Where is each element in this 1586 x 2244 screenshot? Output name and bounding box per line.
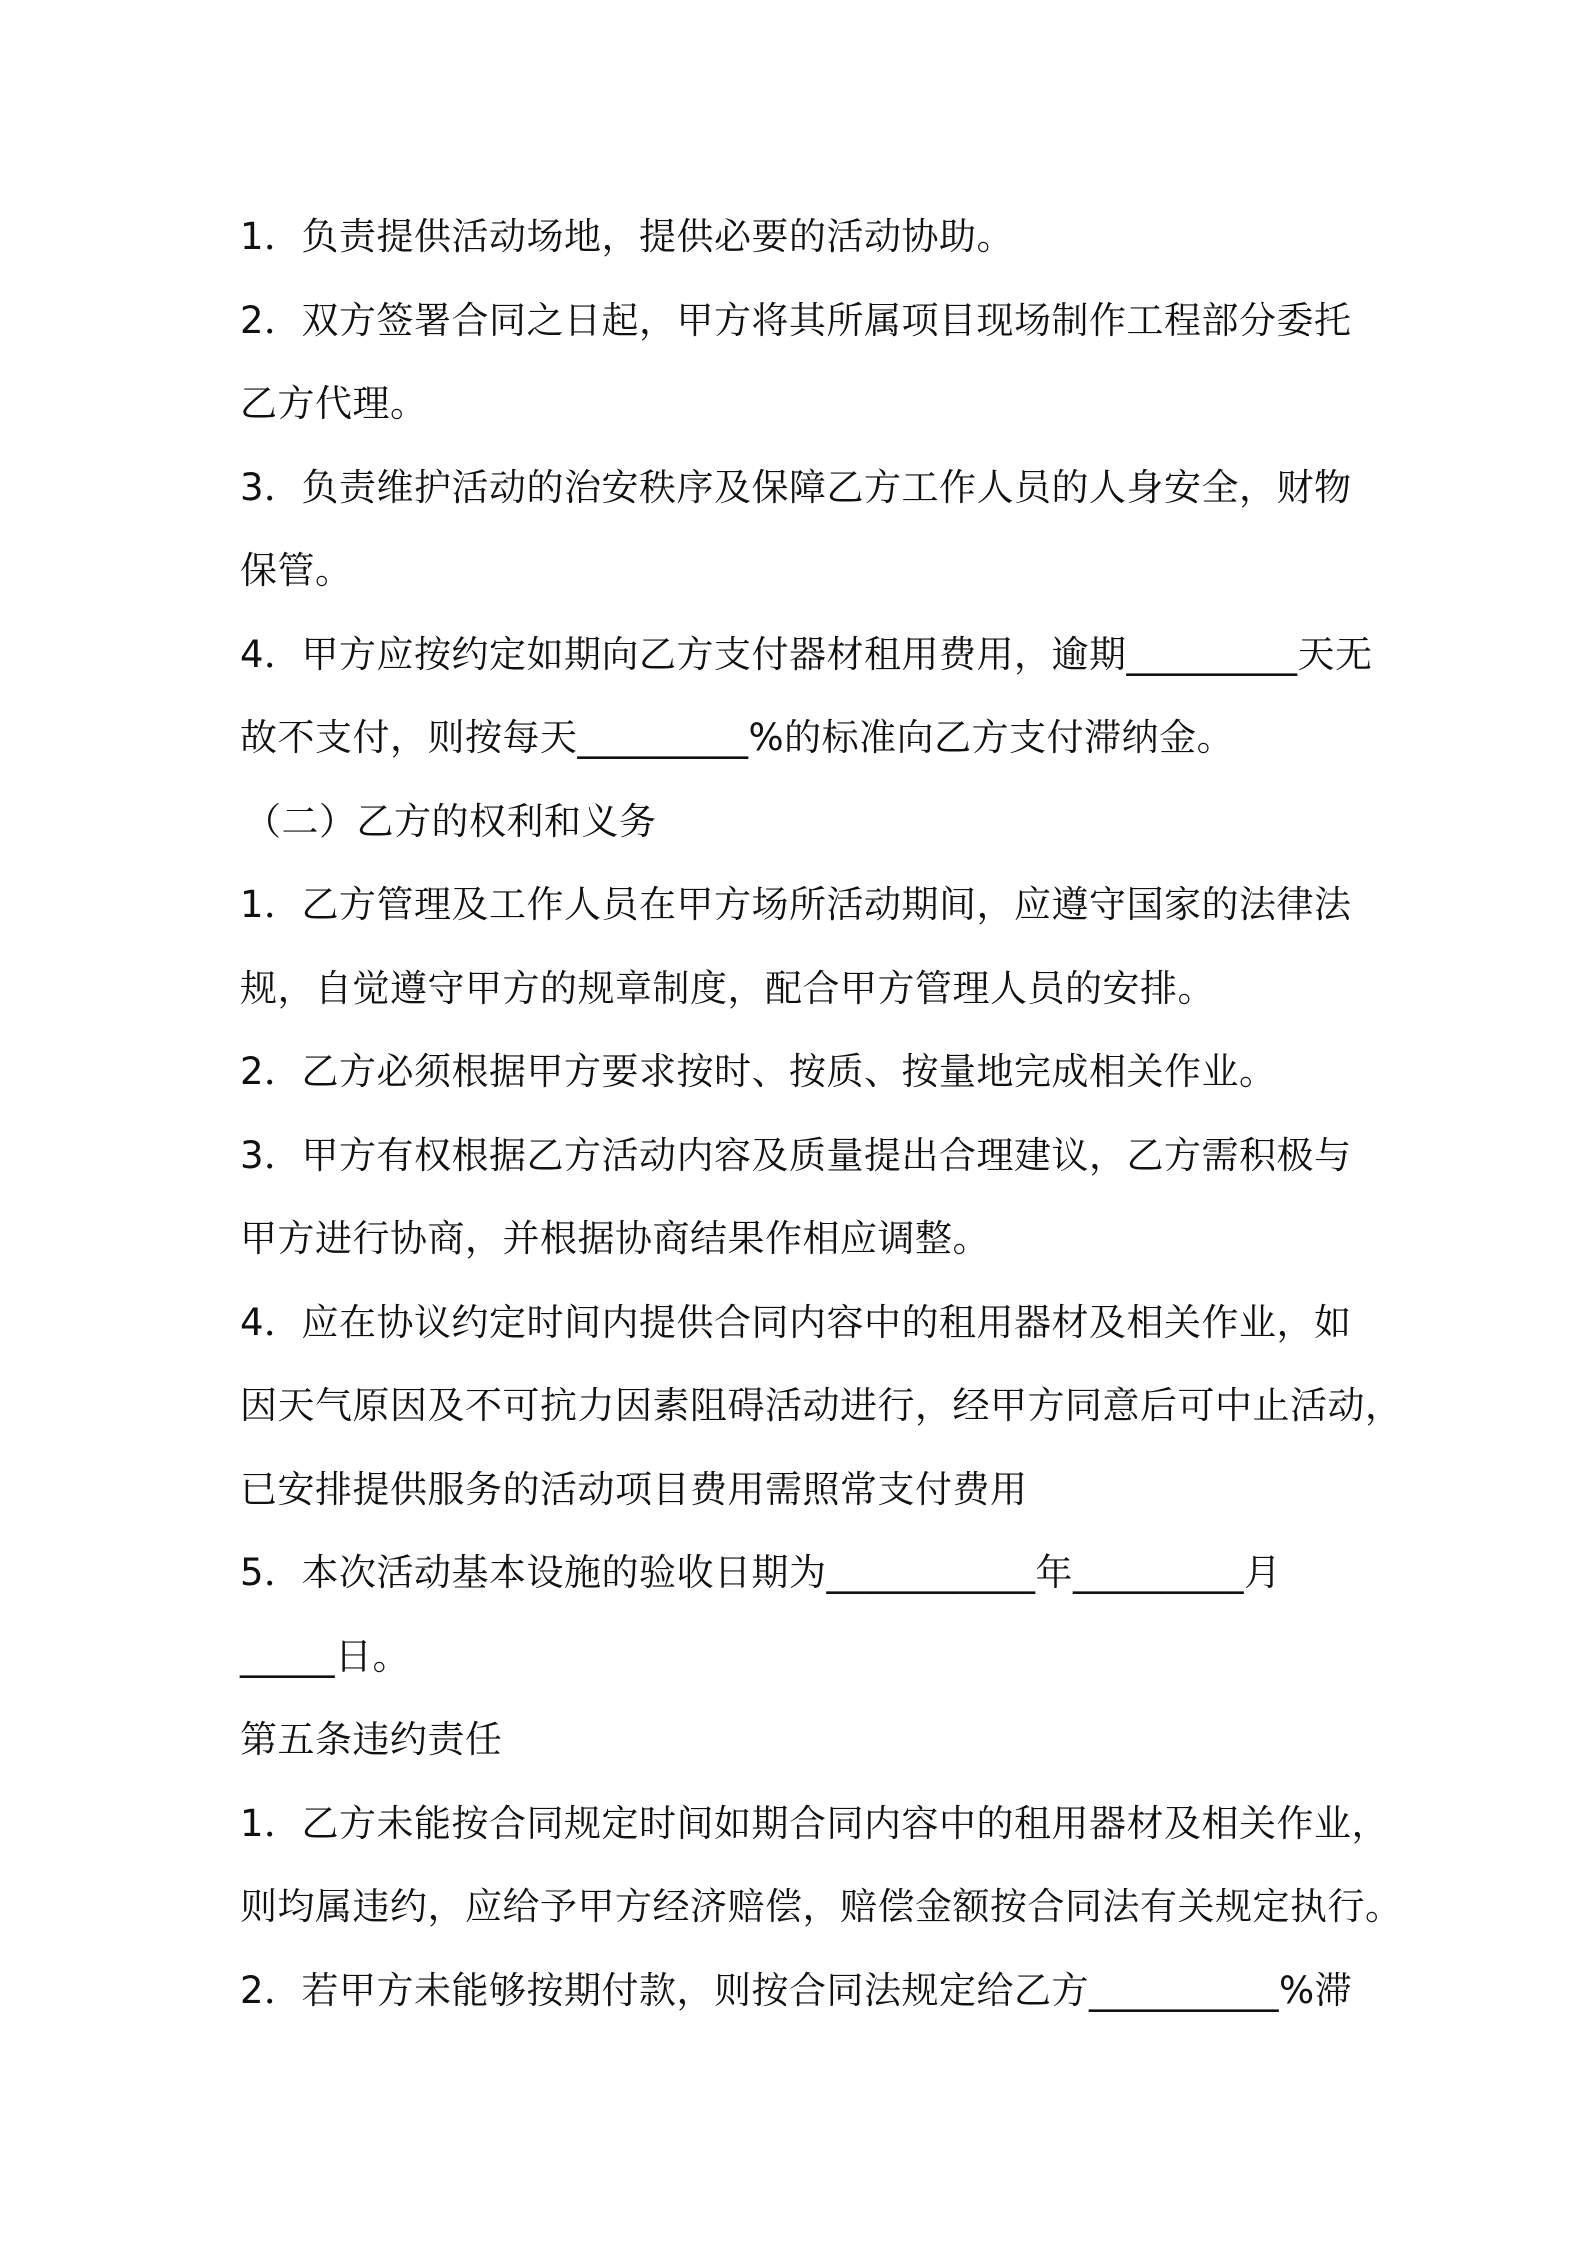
text-line: 规，自觉遵守甲方的规章制度，配合甲方管理人员的安排。 [240, 966, 1215, 1010]
contract-text [240, 195, 1403, 2032]
text-line: 则均属违约，应给予甲方经济赔偿，赔偿金额按合同法有关规定执行。 [240, 1885, 1403, 1928]
text-line: 乙方代理。 [240, 382, 428, 425]
article-heading: 第五条违约责任 [240, 1718, 503, 1761]
text-line: 甲方进行协商，并根据协商结果作相应调整。 [240, 1217, 990, 1260]
text-line: 2．乙方必须根据甲方要求按时、按质、按量地完成相关作业。 [240, 1050, 1277, 1093]
text-line: 3．负责维护活动的治安秩序及保障乙方工作人员的人身安全，财物 [240, 465, 1352, 509]
text-line: 因天气原因及不可抗力因素阻碍活动进行，经甲方同意后可中止活动， [240, 1384, 1403, 1427]
text-line: 1．乙方管理及工作人员在甲方场所活动期间，应遵守国家的法律法 [240, 883, 1352, 926]
section-heading: （二）乙方的权利和义务 [244, 799, 657, 843]
text-line: 已安排提供服务的活动项目费用需照常支付费用 [240, 1467, 1028, 1511]
text-line: 1．负责提供活动场地，提供必要的活动协助。 [240, 215, 1015, 258]
text-line: 2．双方签署合同之日起，甲方将其所属项目现场制作工程部分委托 [240, 298, 1352, 342]
text-line: 2．若甲方未能够按期付款，则按合同法规定给乙方__________%滞 [240, 1968, 1353, 2012]
text-line: 故不支付，则按每天_________%的标准向乙方支付滞纳金。 [240, 716, 1235, 759]
text-line: 3．甲方有权根据乙方活动内容及质量提出合理建议，乙方需积极与 [240, 1133, 1352, 1177]
text-line: 1．乙方未能按合同规定时间如期合同内容中的租用器材及相关作业， [240, 1801, 1390, 1845]
text-line: 4．甲方应按约定如期向乙方支付器材租用费用，逾期_________天无 [240, 632, 1373, 676]
text-line: 5．本次活动基本设施的验收日期为___________年_________月 [240, 1551, 1282, 1594]
text-line: 4．应在协议约定时间内提供合同内容中的租用器材及相关作业，如 [240, 1300, 1352, 1344]
text-line: 保管。 [240, 549, 353, 592]
text-line: _____日。 [240, 1634, 410, 1678]
